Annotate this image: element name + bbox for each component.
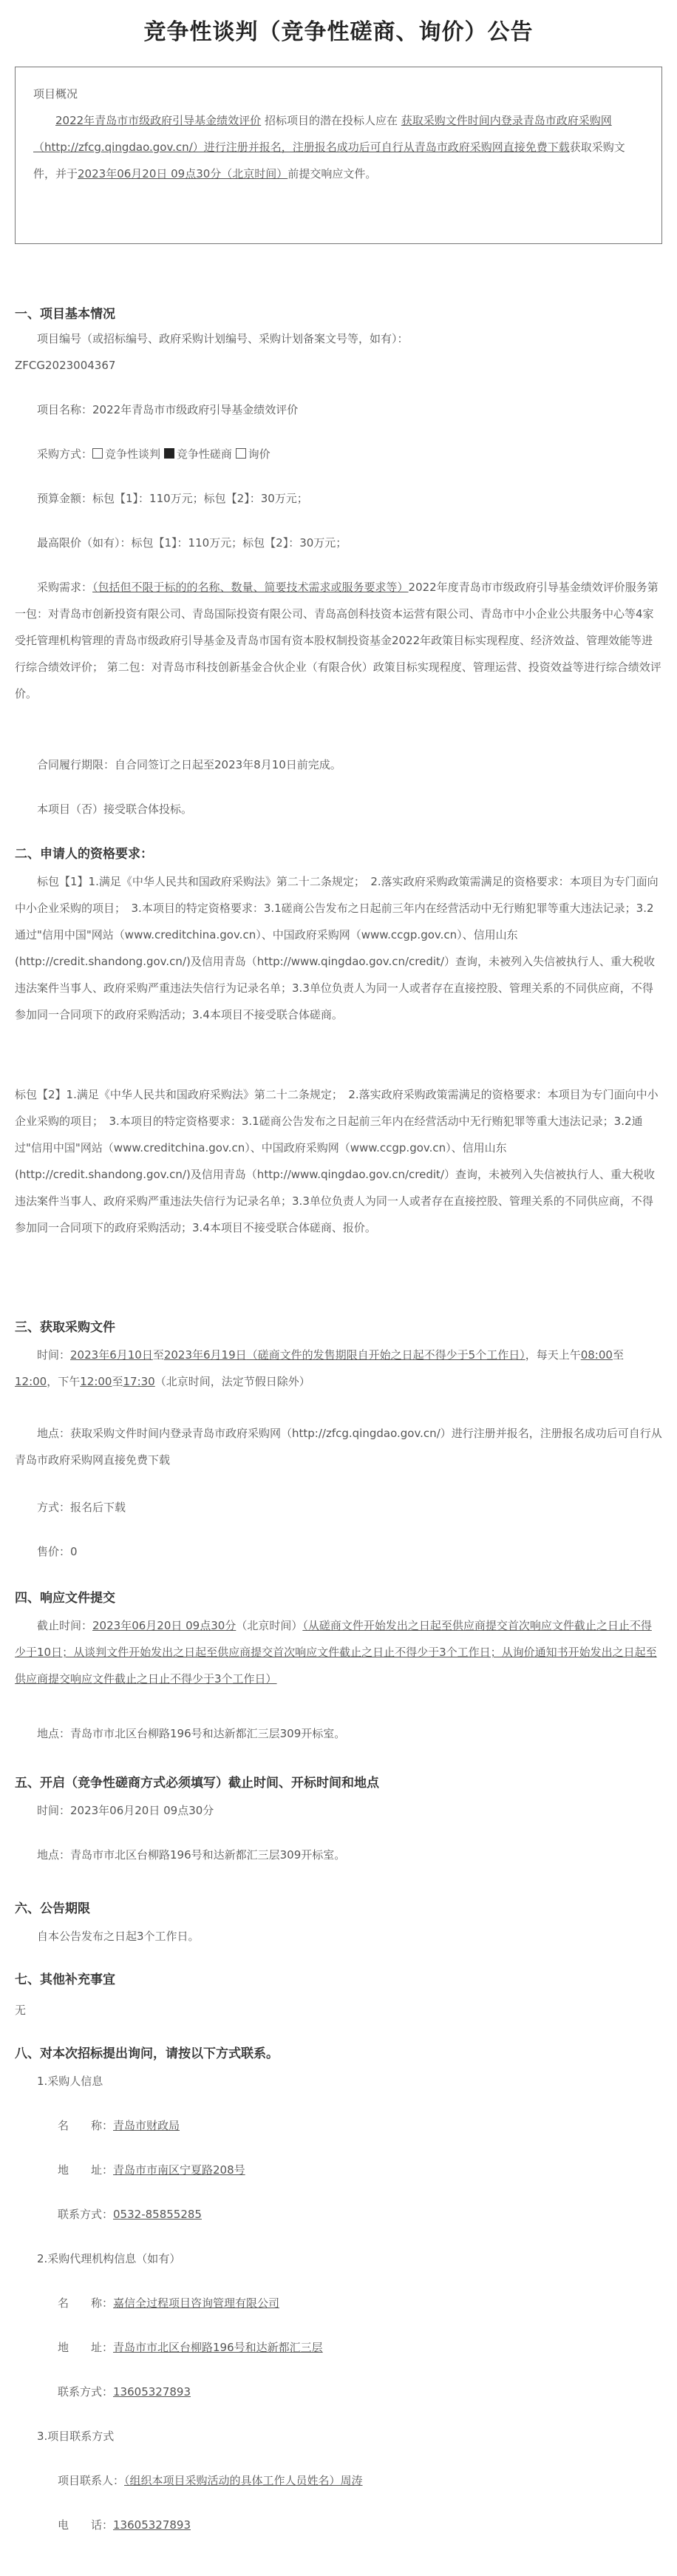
purchaser-phone: 0532-85855285 xyxy=(113,2208,202,2221)
purchaser-name: 青岛市财政局 xyxy=(113,2119,180,2132)
document-price: 售价：0 xyxy=(37,1545,78,1558)
project-overview-box xyxy=(15,67,662,244)
opening-time: 时间：2023年06月20日 09点30分 xyxy=(37,1804,214,1817)
purchaser-address-line: 地 址：青岛市市南区宁夏路208号 xyxy=(58,2163,245,2177)
joint-bid-note: 本项目（否）接受联合体投标。 xyxy=(37,802,193,816)
section-7-title: 七、其他补充事宜 xyxy=(15,1972,115,1987)
requirements-link[interactable]: （包括但不限于标的的名称、数量、简要技术需求或服务要求等） xyxy=(92,581,409,594)
overview-deadline: 2023年06月20日 09点30分（北京时间） xyxy=(78,167,288,180)
project-contact-phone-line: 电 话：13605327893 xyxy=(58,2518,191,2532)
document-acquisition-mode: 方式：报名后下载 xyxy=(37,1501,126,1514)
procurement-method: 采购方式： 竞争性谈判 竞争性磋商 询价 xyxy=(37,447,271,461)
agency-name-line: 名 称：嘉信全过程项目咨询管理有限公司 xyxy=(58,2296,280,2310)
section-1-title: 一、项目基本情况 xyxy=(15,307,115,322)
agency-info-title: 2.采购代理机构信息（如有） xyxy=(37,2252,181,2265)
section-3-title: 三、获取采购文件 xyxy=(15,1320,115,1335)
agency-phone-line: 联系方式：13605327893 xyxy=(58,2385,191,2398)
project-name-line: 项目名称：2022年青岛市市级政府引导基金绩效评价 xyxy=(37,403,299,416)
announcement-period: 自本公告发布之日起3个工作日。 xyxy=(37,1930,200,1943)
agency-name: 嘉信全过程项目咨询管理有限公司 xyxy=(113,2296,280,2310)
agency-phone: 13605327893 xyxy=(113,2385,191,2398)
overview-text: 2022年青岛市市级政府引导基金绩效评价 招标项目的潜在投标人应在 获取采购文件时间内登录青岛市政府采购网（http://zfcg.qingdao.gov.cn/）进行注册并报名，注册报名成功后可自行从青岛市政府采购网直接免费下载获取采购文件，并于2023年06月20日 09点30分（北京时间）前提交响应文件。 xyxy=(33,114,625,180)
submission-place: 地点：青岛市市北区台柳路196号和达新都汇三层309开标室。 xyxy=(37,1727,346,1740)
section-4-title: 四、响应文件提交 xyxy=(15,1591,115,1606)
agency-address: 青岛市市北区台柳路196号和达新都汇三层 xyxy=(113,2341,323,2354)
document-acquisition-time: 时间：2023年6月10日至2023年6月19日（磋商文件的发售期限自开始之日起不得少于5个工作日），每天上午08:00至12:00，下午12:00至17:30（北京时间，法定节假日除外） xyxy=(15,1348,624,1388)
procurement-requirements: 采购需求：（包括但不限于标的的名称、数量、简要技术需求或服务要求等）2022年度青岛市市级政府引导基金绩效评价服务第一包：对青岛市创新投资有限公司、青岛国际投资有限公司、青岛高创科技资本运营有限公司、青岛市中小企业公共服务中心等4家受托管理机构管理的青岛市级政府引导基金及青岛市国有资本股权制投资基金2022年政策目标实现程度、经济效益、管理效能等进行综合绩效评价； 第二包：对青岛市科技创新基金合伙企业（有限合伙）政策目标实现程度、管理运营、投资效益等进行综合绩效评价。 xyxy=(15,581,661,700)
overview-registration-link[interactable]: 获取采购文件时间内登录青岛市政府采购网（http://zfcg.qingdao.gov.cn/）进行注册并报名，注册报名成功后可自行从青岛市政府采购网直接免费下载 xyxy=(33,114,612,154)
purchaser-phone-line: 联系方式：0532-85855285 xyxy=(58,2208,202,2221)
qualification-package-1: 标包【1】1.满足《中华人民共和国政府采购法》第二十二条规定； 2.落实政府采购政策需满足的资格要求：本项目为专门面向中小企业采购的项目； 3.本项目的特定资格要求：3.1磋商公告发布之日起前三年内在经营活动中无行贿犯罪等重大违法记录；3.2通过"信用中国"网站（www.creditchina.gov.cn）、中国政府采购网（www.ccgp.gov.cn）、信用山东(http://credit.shandong.gov.cn/)及信用青岛（http://www.qingdao.gov.cn/credit/）查询，未被列入失信被执行人、重大税收违法案件当事人、政府采购严重违法失信行为记录名单；3.3单位负责人为同一人或者存在直接控股、管理关系的不同供应商，不得参加同一合同项下的政府采购活动；3.4本项目不接受联合体磋商。 xyxy=(15,875,659,1021)
submission-deadline: 截止时间：2023年06月20日 09点30分（北京时间）（从磋商文件开始发出之日起至供应商提交首次响应文件截止之日止不得少于10日；从谈判文件开始发出之日起至供应商提交首次响应文件截止之日止不得少于3个工作日；从询价通知书开始发出之日起至供应商提交响应文件截止之日止不得少于3个工作日） xyxy=(15,1619,657,1686)
section-6-title: 六、公告期限 xyxy=(15,1901,90,1916)
purchaser-address: 青岛市市南区宁夏路208号 xyxy=(113,2163,245,2177)
method-checkbox-inquiry xyxy=(236,448,246,459)
project-contact-phone: 13605327893 xyxy=(113,2518,191,2532)
agency-address-line: 地 址：青岛市市北区台柳路196号和达新都汇三层 xyxy=(58,2341,323,2354)
opening-place: 地点：青岛市市北区台柳路196号和达新都汇三层309开标室。 xyxy=(37,1848,346,1862)
overview-project-name: 2022年青岛市市级政府引导基金绩效评价 xyxy=(55,114,262,127)
section-8-title: 八、对本次招标提出询问，请按以下方式联系。 xyxy=(15,2046,279,2061)
qualification-package-2: 标包【2】1.满足《中华人民共和国政府采购法》第二十二条规定； 2.落实政府采购政策需满足的资格要求：本项目为专门面向中小企业采购的项目； 3.本项目的特定资格要求：3.1磋商公告发布之日起前三年内在经营活动中无行贿犯罪等重大违法记录；3.2通过"信用中国"网站（www.creditchina.gov.cn）、中国政府采购网（www.ccgp.gov.cn）、信用山东(http://credit.shandong.gov.cn/)及信用青岛（http://www.qingdao.gov.cn/credit/）查询，未被列入失信被执行人、重大税收违法案件当事人、政府采购严重违法失信行为记录名单；3.3单位负责人为同一人或者存在直接控股、管理关系的不同供应商，不得参加同一合同项下的政府采购活动；3.4本项目不接受联合体磋商、报价。 xyxy=(15,1088,659,1234)
section-5-title: 五、开启（竞争性磋商方式必须填写）截止时间、开标时间和地点 xyxy=(15,1776,379,1791)
contract-period: 合同履行期限：自合同签订之日起至2023年8月10日前完成。 xyxy=(37,758,341,771)
project-number: ZFCG2023004367 xyxy=(15,359,116,372)
purchaser-info-title: 1.采购人信息 xyxy=(37,2075,103,2088)
supplementary-matters: 无 xyxy=(15,2004,27,2017)
max-price: 最高限价（如有）：标包【1】：110万元；标包【2】：30万元； xyxy=(37,536,347,550)
method-checkbox-consultation xyxy=(164,448,174,459)
method-checkbox-negotiation xyxy=(92,448,103,459)
project-number-label: 项目编号（或招标编号、政府采购计划编号、采购计划备案文号等，如有）： xyxy=(37,332,409,345)
project-contact-title: 3.项目联系方式 xyxy=(37,2430,115,2443)
overview-heading: 项目概况 xyxy=(33,87,78,101)
page-title: 竞争性谈判（竞争性磋商、询价）公告 xyxy=(143,19,534,45)
project-name: 2022年青岛市市级政府引导基金绩效评价 xyxy=(92,403,299,416)
purchaser-name-line: 名 称：青岛市财政局 xyxy=(58,2119,180,2132)
section-2-title: 二、申请人的资格要求： xyxy=(15,847,153,862)
project-contact-person: （组织本项目采购活动的具体工作人员姓名）周涛 xyxy=(124,2474,363,2487)
document-acquisition-place: 地点：获取采购文件时间内登录青岛市政府采购网（http://zfcg.qingdao.gov.cn/）进行注册并报名，注册报名成功后可自行从青岛市政府采购网直接免费下载 xyxy=(15,1427,662,1467)
budget-amount: 预算金额：标包【1】：110万元；标包【2】：30万元； xyxy=(37,492,308,505)
project-contact-person-line: 项目联系人：（组织本项目采购活动的具体工作人员姓名）周涛 xyxy=(58,2474,363,2487)
